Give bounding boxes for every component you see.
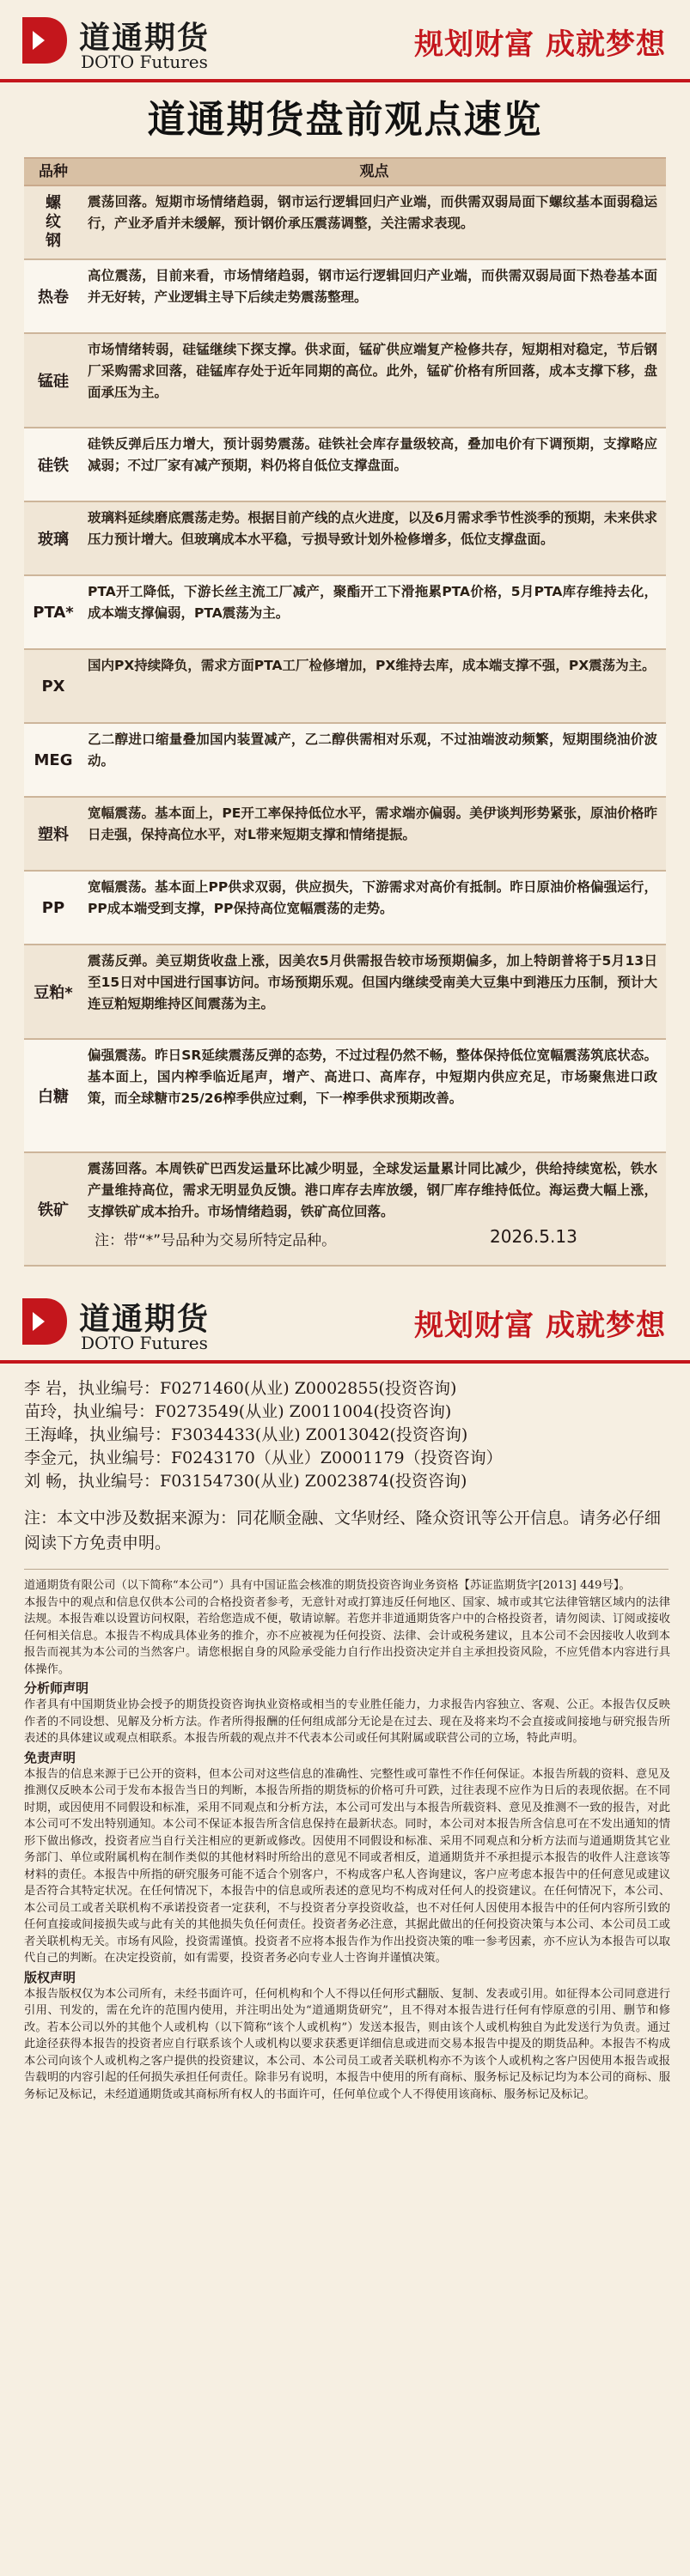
views-table [24,157,666,1267]
analyst-list [24,1377,669,1493]
title-banner [0,86,690,155]
variety-name: 锰硅 [38,373,69,391]
variety-view: 宽幅震荡。基本面上，PE开工率保持低位水平，需求端亦偏弱。美伊谈判形势紧张，原油价格昨日走强，保持高位水平，对L带来短期支撑和情绪提振。 [88,805,657,842]
company-intro: 道通期货有限公司（以下简称“本公司”）具有中国证监会核准的期货投资咨询业务资格【苏证监期货字[2013] 449号】。 [24,1579,631,1592]
slogan: 规划财富 成就梦想 [414,1309,666,1343]
table-row [24,260,666,334]
variety-name: 热卷 [38,289,69,307]
disclaimer-heading: 免责声明 [24,1749,76,1765]
variety-view: 宽幅震荡。基本面上PP供求双弱，供应损失，下游需求对高价有抵制。昨日原油价格偏强运行，PP成本端受到支撑，PP保持高位宽幅震荡的走势。 [88,879,657,916]
variety-name: 螺纹钢 [46,194,61,250]
table-row [24,186,666,260]
brand-name-cn: 道通期货 [79,1302,211,1337]
variety-name: MEG [34,750,73,769]
table-header [24,159,666,186]
variety-view: 国内PX持续降负，需求方面PTA工厂检修增加，PX维持去库，成本端支撑不强，PX震荡为主。 [88,658,656,673]
table-row [24,428,666,502]
header [0,1281,690,1360]
header-view: 观点 [359,163,389,180]
slogan: 规划财富 成就梦想 [414,27,666,62]
disclaimer-card [0,1281,690,2576]
variety-name: 白糖 [38,1088,69,1106]
table-row [24,650,666,724]
variety-view: 乙二醇进口缩量叠加国内装置减产，乙二醇供需相对乐观，不过油端波动频繁，短期围绕油价波动。 [88,732,657,769]
variety-name: PP [41,898,65,917]
header-divider [0,1360,690,1364]
analyst-line: 苗玲，执业编号：F0273549(从业) Z0011004(投资咨询) [24,1402,452,1421]
variety-name: 硅铁 [38,457,69,475]
section-divider [24,1569,669,1570]
header [0,0,690,79]
usage-paragraph: 本报告中的观点和信息仅供本公司的合格投资者参考，无意针对或打算违反任何地区、国家、城市或其它法律管辖区域内的法律法规。本报告难以设置访问权限，若给您造成不便，敬请谅解。若您并非道通期货客户中的合格投资者，请勿阅读、订阅或接收任何相关信息。本报告不构成具体业务的推介，亦不应被视为任何投资、法律、会计或税务建议，且本公司不会因接收人收到本报告而视其为本公司的当然客户。请您根据自身的风险承受能力自行作出投资决定并自主承担投资风险，不应凭借本内容进行具体操作。 [24,1595,670,1676]
variety-name: 豆粕* [34,984,73,1002]
table-row [24,334,666,428]
analyst-statement-heading: 分析师声明 [24,1680,89,1696]
footnote: 注：带“*”号品种为交易所特定品种。 [95,1232,337,1249]
morning-briefing-card [0,0,690,1277]
legal-text [24,1577,670,2103]
analyst-line: 刘 畅，执业编号：F03154730(从业) Z0023874(投资咨询) [24,1472,467,1491]
table-row [24,502,666,576]
variety-name: 玻璃 [38,531,69,549]
table-row [24,945,666,1040]
variety-name: PTA* [33,603,74,622]
brand-name-cn: 道通期货 [79,21,211,56]
table-row [24,798,666,872]
data-source-note: 注：本文中涉及数据来源为：同花顺金融、文华财经、隆众资讯等公开信息。请务必仔细阅读下方免责申明。 [24,1509,662,1552]
table-row [24,1040,666,1153]
header-variety: 品种 [39,163,68,180]
variety-name: PX [41,677,65,696]
analyst-line: 王海峰，执业编号：F3034433(从业) Z0013042(投资咨询) [24,1425,468,1444]
variety-name: 塑料 [38,826,69,844]
variety-view: 震荡回落。本周铁矿巴西发运量环比减少明显，全球发运量累计同比减少，供给持续宽松，铁水产量维持高位，需求无明显负反馈。港口库存去库放缓，钢厂库存维持低位。海运费大幅上涨，支撑铁矿成本抬升。市场情绪趋弱，铁矿高位回落。 [88,1161,657,1219]
copyright-text: 本报告版权仅为本公司所有，未经书面许可，任何机构和个人不得以任何形式翻版、复制、发表或引用。如征得本公司同意进行引用、刊发的，需在允许的范围内使用，并注明出处为“道通期货研究”，且不得对本报告进行任何有悖原意的引用、删节和修改。若本公司以外的其他个人或机构（以下简称“该个人或机构”）发送本报告，则由该个人或机构独自为此发送行为负责。通过此途径获得本报告的投资者应自行联系该个人或机构以要求获悉更详细信息或进而交易本报告中提及的期货品种。本报告不构成本公司向该个人或机构之客户提供的投资建议，本公司、本公司员工或者关联机构亦不为该个人或机构之客户因使用本报告或报告载明的内容引起的任何损失承担任何责任。除非另有说明，本报告中使用的所有商标、服务标记及标记均为本公司的商标、服务标记及标记，未经道通期货或其商标所有权人的书面许可，任何单位或个人不得使用该商标、服务标记及标记。 [24,1987,670,2101]
page-title: 道通期货盘前观点速览 [147,98,543,142]
report-date: 2026.5.13 [490,1226,577,1247]
table-row [24,724,666,798]
variety-name: 铁矿 [38,1201,69,1219]
table-row [24,1153,666,1267]
brand-name-en: DOTO Futures [81,1333,208,1353]
table-row [24,872,666,945]
analyst-statement-text: 作者具有中国期货业协会授予的期货投资咨询执业资格或相当的专业胜任能力，力求报告内容独立、客观、公正。本报告仅反映作者的不同设想、见解及分析方法。作者所得报酬的任何组成部分无论是在过去、现在及将来均不会直接或间接地与研究报告所表述的具体建议或观点相联系。本报告所载的观点并不代表本公司或任何其附属或联营公司的立场，特此声明。 [24,1698,670,1745]
variety-view: 震荡回落。短期市场情绪趋弱，钢市运行逻辑回归产业端，而供需双弱局面下螺纹基本面弱稳运行，产业矛盾并未缓解，预计钢价承压震荡调整，关注需求表现。 [88,194,657,231]
doto-logo-icon [19,1295,70,1348]
variety-view: 震荡反弹。美豆期货收盘上涨，因美农5月供需报告较市场预期偏多，加上特朗普将于5月13日至15日对中国进行国事访问。市场预期乐观。但国内继续受南美大豆集中到港压力压制，预计大连豆粕短期维持区间震荡为主。 [88,953,657,1012]
variety-view: 市场情绪转弱，硅锰继续下探支撑。供求面，锰矿供应端复产检修共存，短期相对稳定，节后钢厂采购需求回落，硅锰库存处于近年同期的高位。此外，锰矿价格有所回落，成本支撑下移，盘面承压为主。 [88,342,657,400]
doto-logo-icon [19,14,70,67]
variety-view: 硅铁反弹后压力增大，预计弱势震荡。硅铁社会库存量级较高，叠加电价有下调预期，支撑略应减弱；不过厂家有减产预期，料仍将自低位支撑盘面。 [88,436,657,473]
analyst-line: 李金元，执业编号：F0243170（从业）Z0001179（投资咨询） [24,1449,503,1467]
brand-name-en: DOTO Futures [81,52,208,72]
disclaimer-text: 本报告的信息来源于已公开的资料，但本公司对这些信息的准确性、完整性或可靠性不作任何保证。本报告所载的资料、意见及推测仅反映本公司于发布本报告当日的判断，本报告所指的期货标的价格可升可跌，过往表现不应作为日后的表现依据。在不同时期，或因使用不同假设和标准，采用不同观点和分析方法，本公司可发出与本报告所载资料、意见及推测不一致的报告，对此本公司可不发出特别通知。本公司不保证本报告所含信息保持在最新状态。同时，本公司对本报告所含信息可在不发出通知的情形下做出修改，投资者应当自行关注相应的更新或修改。因使用不同假设和标准、采用不同观点和分析方法而与道通期货其它业务部门、单位或附属机构在制作类似的其他材料时所给出的意见不同或者相反，道通期货并不承担提示本报告的收件人注意该等材料的责任。本报告中所指的研究服务可能不适合个别客户，不构成客户私人咨询建议，客户应考虑本报告中的任何意见或建议是否符合其特定状况。在任何情况下，本报告中的信息或所表述的意见均不构成对任何人的投资建议。在任何情况下，本公司、本公司员工或者关联机构不承诺投资者一定获利，不与投资者分享投资收益，也不对任何人因使用本报告中的任何内容所引致的任何直接或间接损失或与此有关的其他损失负任何责任。投资者务必注意，其据此做出的任何投资决策与本公司、本公司员工或者关联机构无关。市场有风险，投资需谨慎。投资者不应将本报告作为作出投资决策的唯一参考因素，亦不应认为本报告可以取代自己的判断。在决定投资前，如有需要，投资者务必向专业人士咨询并谨慎决策。 [24,1767,670,1965]
analyst-line: 李 岩，执业编号：F0271460(从业) Z0002855(投资咨询) [24,1379,457,1398]
header-divider [0,79,690,82]
copyright-heading: 版权声明 [24,1969,76,1985]
variety-view: PTA开工降低，下游长丝主流工厂减产，聚酯开工下滑拖累PTA价格，5月PTA库存维持去化，成本端支撑偏弱，PTA震荡为主。 [88,584,657,621]
variety-view: 高位震荡，目前来看，市场情绪趋弱，钢市运行逻辑回归产业端，而供需双弱局面下热卷基本面并无好转，产业逻辑主导下后续走势震荡整理。 [88,268,657,305]
variety-view: 偏强震荡。昨日SR延续震荡反弹的态势，不过过程仍然不畅，整体保持低位宽幅震荡筑底状态。基本面上，国内榨季临近尾声，增产、高进口、高库存，中短期内供应充足，市场聚焦进口政策，而全球糖市25/26榨季供应过剩，下一榨季供求预期改善。 [88,1048,657,1106]
table-row [24,576,666,650]
variety-view: 玻璃料延续磨底震荡走势。根据目前产线的点火进度，以及6月需求季节性淡季的预期，未来供求压力预计增大。但玻璃成本水平稳，亏损导致计划外检修增多，低位支撑盘面。 [88,510,657,547]
